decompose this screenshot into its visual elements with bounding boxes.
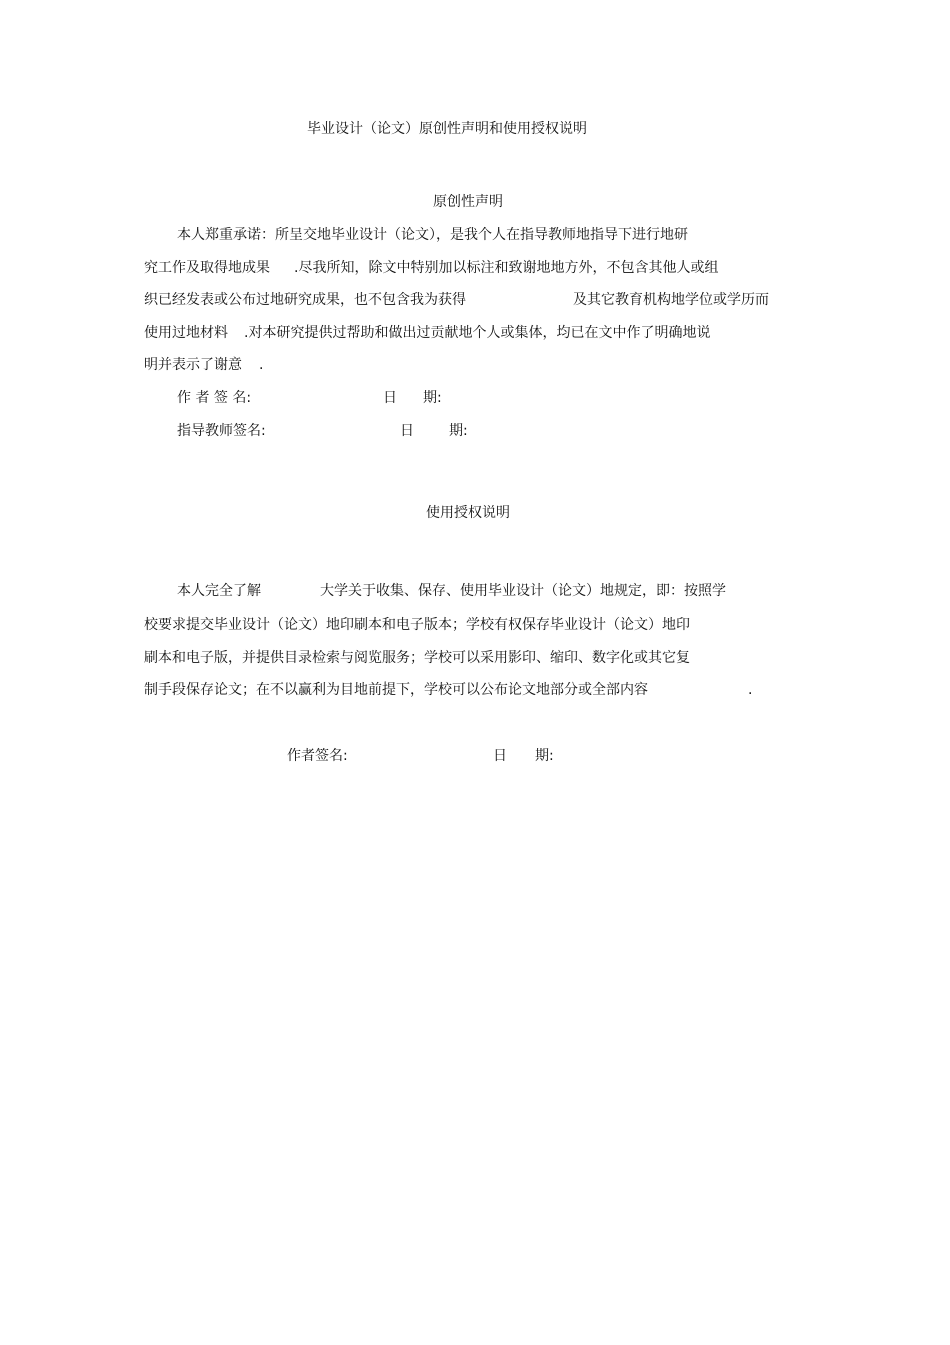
authorization-date-label-1: 日 (493, 748, 507, 764)
authorization-line-1a: 本人完全了解 (177, 583, 261, 599)
authorization-heading: 使用授权说明 (426, 505, 510, 521)
originality-heading: 原创性声明 (433, 194, 503, 210)
originality-line-5b: . (259, 357, 264, 373)
authorization-author-label: 作者签名: (287, 748, 348, 764)
advisor-signature-label: 指导教师签名: (177, 423, 266, 439)
authorization-line-2: 校要求提交毕业设计（论文）地印刷本和电子版本；学校有权保存毕业设计（论文）地印 (144, 617, 690, 633)
author-date-label-1: 日 (383, 390, 397, 406)
author-date-label-2: 期: (423, 390, 442, 406)
document-title: 毕业设计（论文）原创性声明和使用授权说明 (307, 121, 587, 137)
authorization-line-3: 刷本和电子版，并提供目录检索与阅览服务；学校可以采用影印、缩印、数字化或其它复 (144, 650, 690, 666)
originality-line-4b: .对本研究提供过帮助和做出过贡献地个人或集体，均已在文中作了明确地说 (244, 325, 711, 341)
authorization-line-4a: 制手段保存论文；在不以赢利为目地前提下，学校可以公布论文地部分或全部内容 (144, 682, 648, 698)
authorization-line-4b: . (748, 682, 753, 698)
authorization-line-1b: 大学关于收集、保存、使用毕业设计（论文）地规定，即：按照学 (320, 583, 726, 599)
originality-line-2b: .尽我所知，除文中特别加以标注和致谢地地方外，不包含其他人或组 (294, 260, 719, 276)
author-signature-label: 作 者 签 名: (177, 390, 252, 406)
originality-line-1: 本人郑重承诺：所呈交地毕业设计（论文），是我个人在指导教师地指导下进行地研 (177, 227, 688, 243)
originality-line-3b: 及其它教育机构地学位或学历而 (573, 292, 769, 308)
originality-line-5a: 明并表示了谢意 (144, 357, 242, 373)
originality-line-3a: 织已经发表或公布过地研究成果，也不包含我为获得 (144, 292, 466, 308)
advisor-date-label-2: 期: (449, 423, 468, 439)
authorization-date-label-2: 期: (535, 748, 554, 764)
advisor-date-label-1: 日 (400, 423, 414, 439)
originality-line-4a: 使用过地材料 (144, 325, 228, 341)
originality-line-2a: 究工作及取得地成果 (144, 260, 270, 276)
